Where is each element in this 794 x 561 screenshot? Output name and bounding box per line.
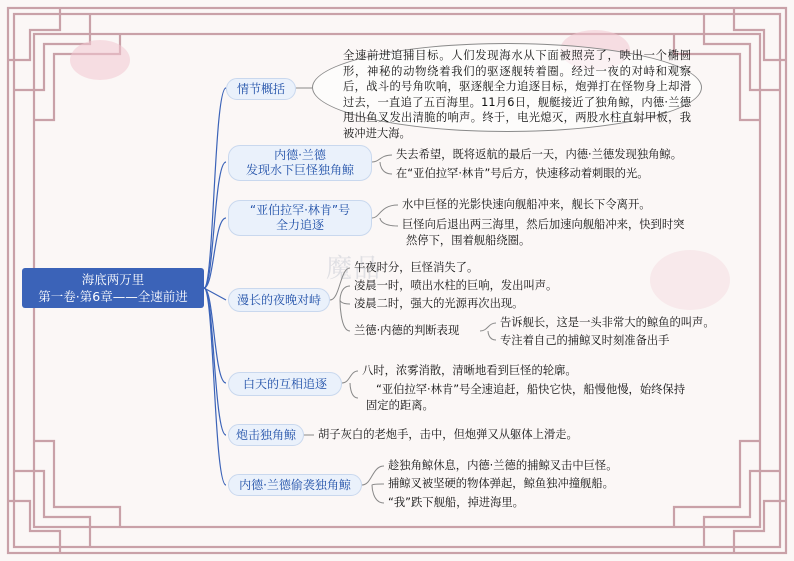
branch-node-night-standoff [228, 288, 330, 312]
root-subtitle: 第一卷·第6章——全速前进 [38, 289, 188, 304]
leaf-text: “我”跌下舰船，掉进海里。 [388, 496, 524, 509]
leaf-text: 兰德·内德的判断表现 [354, 324, 460, 337]
watermark: 魔品 [326, 254, 383, 284]
root-node [22, 268, 204, 308]
leaf-text: 巨怪向后退出两三海里，然后加速向舰船冲来，快到时突然停下，围着舰船绕圈。 [402, 218, 685, 247]
branch-label-line: 全力追逐 [275, 218, 324, 232]
branch-node-summary [226, 78, 296, 100]
branch-node-chase [228, 200, 372, 236]
branch-label-line: 内德·兰德偷袭独角鲸 [239, 477, 351, 492]
leaf-text: “亚伯拉罕·林肯”号全速追赶，船快它快，船慢他慢，始终保持固定的距离。 [366, 383, 686, 412]
branch-label: 情节概括 [236, 81, 285, 96]
branch-label-line: 炮击独角鲸 [235, 427, 296, 442]
branch-node-day-chase [228, 372, 342, 396]
leaf-text: 失去希望，既将返航的最后一天，内德·兰德发现独角鲸。 [396, 148, 683, 161]
leaf-text: 凌晨二时，强大的光源再次出现。 [354, 297, 524, 310]
summary-text: 全速前进追捕目标。人们发现海水从下面被照亮了，映出一个椭圆形，神秘的动物绕着我们的驱逐舰转着圈。经过一夜的对峙和观察后，战斗的号角吹响，驱逐舰全力追逐目标，炮弹打在怪物身上却滑过去，一直追了五百海里。11月6日，舰艇接近了独角鲸，内德·兰德甩出鱼叉发出清脆的响声。终于，电光熄灭，两股水柱直射甲板，我被冲进大海。 [343, 49, 691, 140]
leaf-text: 专注着自己的捕鲸叉时刻准备出手 [500, 334, 670, 347]
branch-label-line: “亚伯拉罕·林肯”号 [249, 203, 351, 217]
branch-node-shelling [228, 424, 304, 446]
branch-label-line: 漫长的夜晚对峙 [236, 292, 321, 307]
leaf-text: 告诉舰长，这是一头非常大的鲸鱼的叫声。 [500, 316, 715, 329]
leaf-text: 捕鲸叉被坚硬的物体弹起，鲸鱼独冲撞舰船。 [388, 477, 614, 490]
branch-label-line: 白天的互相追逐 [242, 376, 327, 391]
leaf-text: 午夜时分，巨怪消失了。 [354, 261, 479, 274]
leaf-text: 趁独角鲸休息，内德·兰德的捕鲸叉击中巨怪。 [388, 459, 618, 472]
branch-label-line: 内德·兰德 [274, 148, 326, 162]
leaf-text: 胡子灰白的老炮手，击中，但炮弹又从躯体上滑走。 [318, 428, 578, 441]
root-title: 海底两万里 [81, 272, 145, 287]
leaf-text: 凌晨一时，喷出水柱的巨响，发出叫声。 [354, 279, 558, 292]
branch-label-line: 发现水下巨怪独角鲸 [245, 163, 354, 177]
branch-node-sneak-attack [228, 474, 362, 496]
leaf-text: 八时，浓雾消散，清晰地看到巨怪的轮廓。 [362, 364, 577, 377]
leaf-text: 在“亚伯拉罕·林肯”号后方，快速移动着刺眼的光。 [396, 167, 649, 180]
leaf-text: 水中巨怪的光影快速向舰船冲来，舰长下令离开。 [402, 198, 651, 211]
branch-node-discovery [228, 145, 372, 181]
